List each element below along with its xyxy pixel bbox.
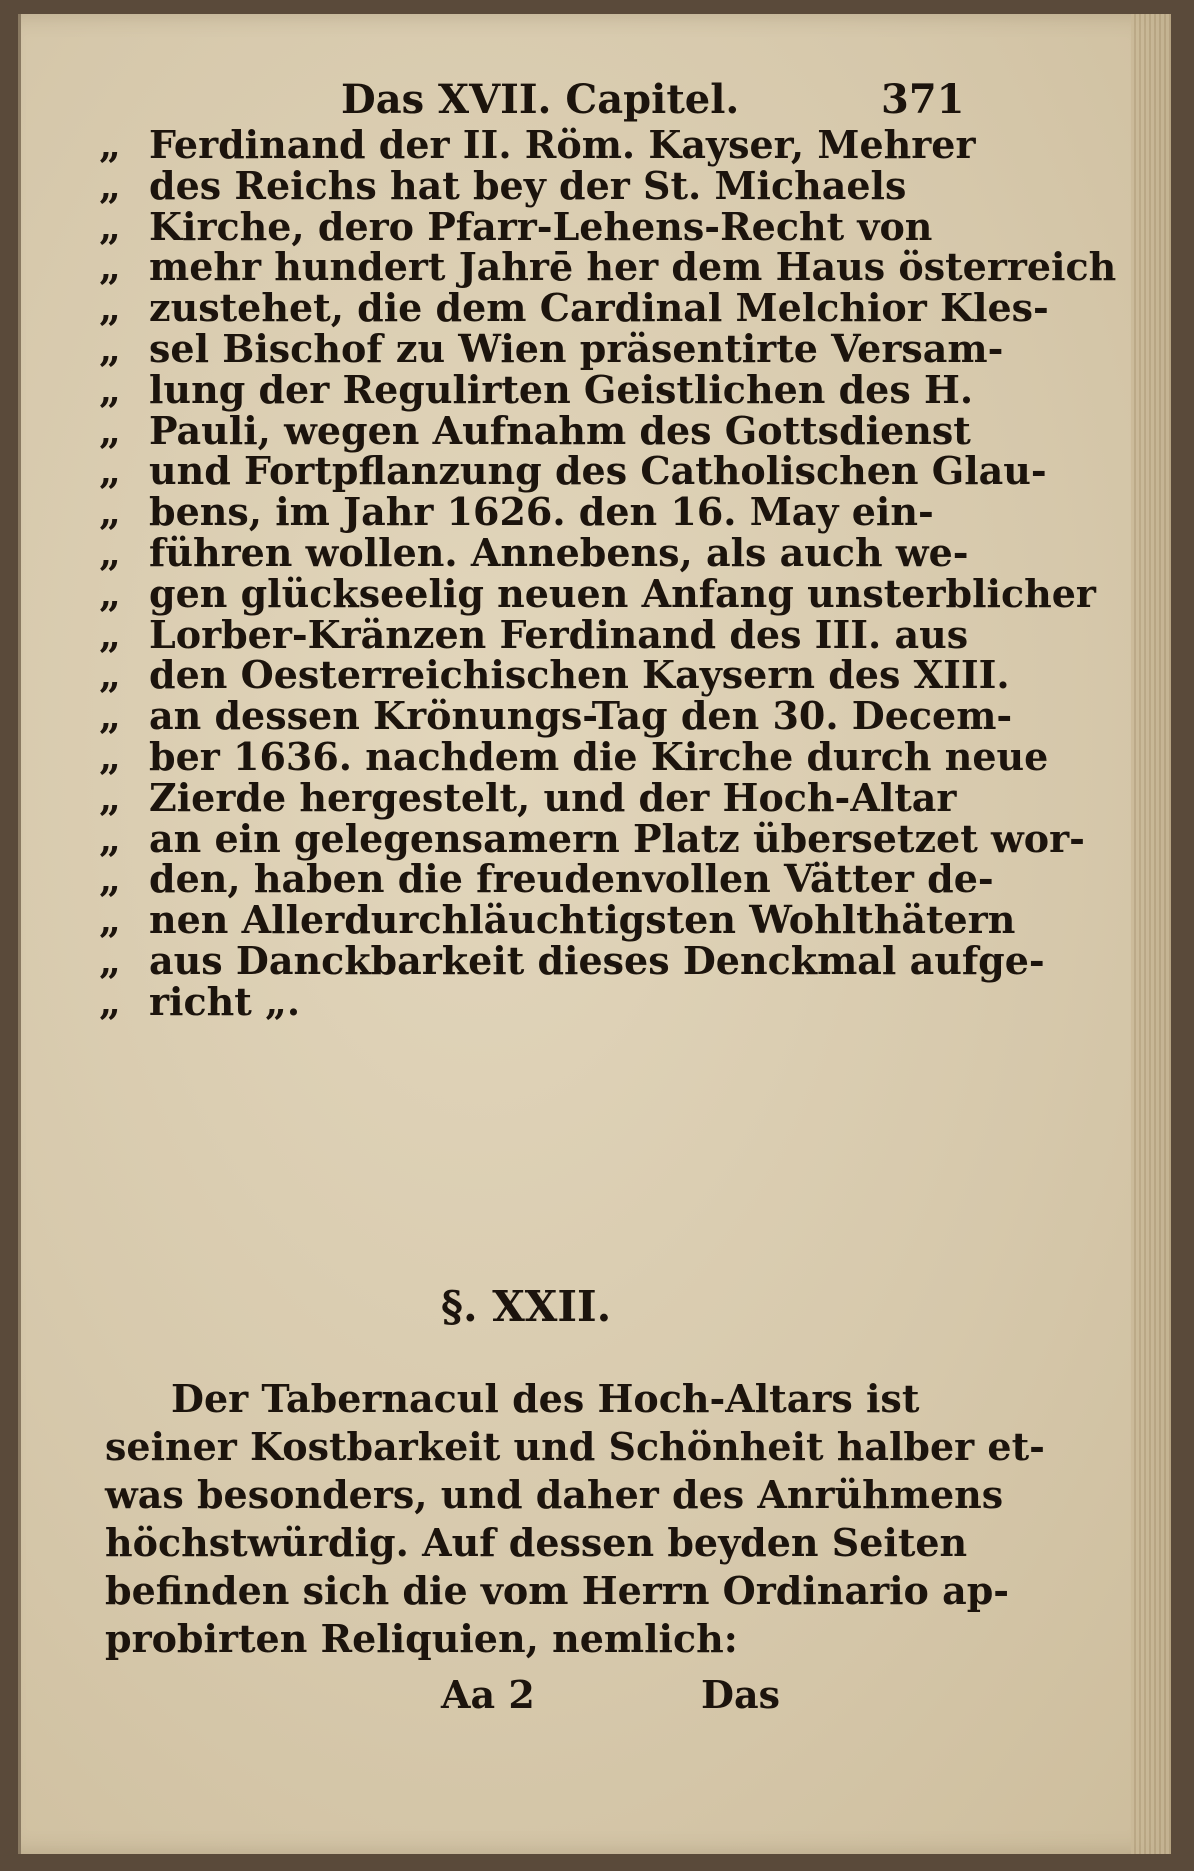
quote-mark: „ — [99, 285, 121, 331]
quote-line — [99, 163, 1159, 209]
quote-line-text: Pauli, wegen Aufnahm des Gottsdienst — [149, 407, 971, 453]
quote-line — [99, 285, 1159, 331]
quote-line — [99, 734, 1159, 780]
section-heading: §. XXII. — [441, 1282, 612, 1331]
quote-line-text: Lorber-Kränzen Ferdinand des III. aus — [149, 611, 969, 657]
quote-mark: „ — [99, 366, 121, 412]
quote-mark: „ — [99, 570, 121, 616]
quote-mark: „ — [99, 122, 121, 167]
quote-line — [99, 693, 1159, 739]
quote-line-text: den, haben die freudenvollen Vätter de- — [149, 856, 994, 902]
quote-line-text: führen wollen. Annebens, als auch we- — [149, 530, 969, 575]
quote-line — [99, 856, 1159, 902]
quote-mark: „ — [99, 489, 121, 535]
quote-line-text: sel Bischof zu Wien präsentirte Versam- — [149, 326, 1004, 371]
quote-line — [99, 571, 1159, 617]
quote-line — [99, 897, 1159, 943]
quote-mark: „ — [99, 734, 121, 779]
quote-line — [99, 530, 1159, 576]
quote-mark: „ — [99, 938, 121, 983]
quote-mark: „ — [99, 244, 121, 290]
book-page — [18, 14, 1171, 1854]
quote-mark: „ — [99, 693, 121, 739]
quote-mark: „ — [99, 203, 121, 249]
quote-line — [99, 244, 1159, 290]
quote-mark: „ — [99, 530, 121, 575]
quote-line-text: Ferdinand der II. Röm. Kayser, Mehrer — [149, 122, 976, 167]
quote-mark: „ — [99, 162, 121, 208]
quote-mark: „ — [99, 407, 121, 453]
quote-line-text: gen glückseelig neuen Anfang unsterblicher — [149, 570, 1096, 616]
page-number: 371 — [881, 76, 965, 123]
quote-mark: „ — [99, 897, 121, 943]
paragraph-line: befinden sich die vom Herrn Ordinario ap- — [105, 1568, 1010, 1613]
quote-line-text: richt „. — [149, 978, 301, 1024]
quote-mark: „ — [99, 856, 121, 902]
quote-line — [99, 408, 1159, 454]
quote-mark: „ — [99, 326, 121, 371]
quote-line-text: Kirche, dero Pfarr-Lehens-Recht von — [149, 203, 933, 249]
paragraph-line: probirten Reliquien, nemlich: — [105, 1616, 738, 1661]
catchword: Das — [701, 1672, 780, 1717]
quote-line-text: an ein gelegensamern Platz übersetzet wor- — [149, 815, 1085, 861]
quote-line-text: und Fortpflanzung des Catholischen Glau- — [149, 448, 1047, 494]
signature-mark: Aa 2 — [441, 1672, 535, 1717]
quote-line-text: des Reichs hat bey der St. Michaels — [149, 162, 907, 208]
quote-line-text: bens, im Jahr 1626. den 16. May ein- — [149, 489, 934, 535]
paragraph-line: höchstwürdig. Auf dessen beyden Seiten — [105, 1520, 968, 1565]
quote-line — [99, 652, 1159, 698]
quote-line — [99, 326, 1159, 372]
quote-line-text: Zierde hergestelt, und der Hoch-Altar — [149, 774, 957, 820]
quote-line-text: ber 1636. nachdem die Kirche durch neue — [149, 734, 1049, 779]
quote-line — [99, 489, 1159, 535]
quote-line-text: aus Danckbarkeit dieses Denckmal aufge- — [149, 938, 1045, 983]
quote-line-text: nen Allerdurchläuchtigsten Wohlthätern — [149, 897, 1016, 943]
paragraph-line: Der Tabernacul des Hoch-Altars ist — [171, 1376, 920, 1421]
quote-mark: „ — [99, 611, 121, 657]
quote-line — [99, 775, 1159, 821]
quote-line — [99, 204, 1159, 250]
chapter-title: Das XVII. Capitel. — [341, 76, 740, 123]
quote-mark: „ — [99, 652, 121, 698]
paragraph-line: was besonders, und daher des Anrühmens — [105, 1472, 1004, 1517]
quote-line — [99, 816, 1159, 862]
quote-line — [99, 122, 1159, 168]
quote-line — [99, 938, 1159, 984]
quote-line — [99, 367, 1159, 413]
quote-line — [99, 448, 1159, 494]
quote-line — [99, 979, 1159, 1025]
quote-mark: „ — [99, 774, 121, 820]
quote-line-text: an dessen Krönungs-Tag den 30. Decem- — [149, 693, 1013, 739]
quote-mark: „ — [99, 448, 121, 494]
quote-line-text: lung der Regulirten Geistlichen des H. — [149, 366, 974, 412]
quote-mark: „ — [99, 815, 121, 861]
quote-mark: „ — [99, 978, 121, 1024]
quote-line-text: den Oesterreichischen Kaysern des XIII. — [149, 652, 1010, 698]
quote-line-text: mehr hundert Jahrē her dem Haus österreich — [149, 244, 1117, 290]
quote-line — [99, 612, 1159, 658]
paragraph-line: seiner Kostbarkeit und Schönheit halber et- — [105, 1424, 1045, 1469]
quote-line-text: zustehet, die dem Cardinal Melchior Kles- — [149, 285, 1049, 331]
